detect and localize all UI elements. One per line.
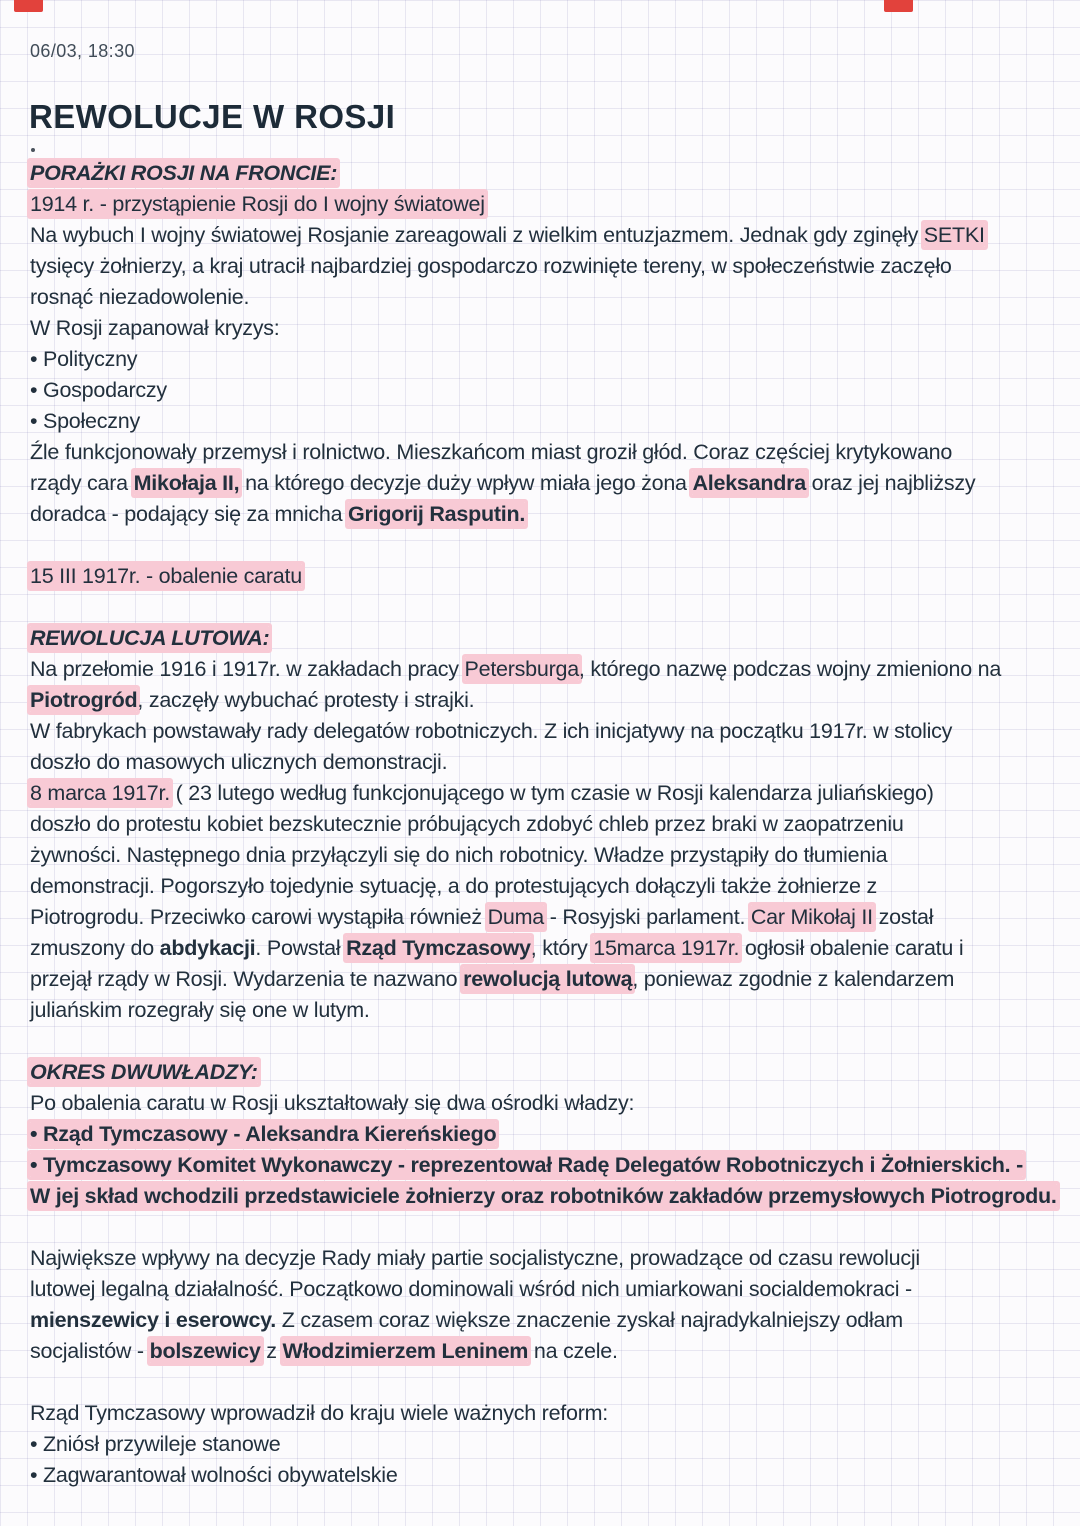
- note-timestamp: 06/03, 18:30: [30, 41, 135, 61]
- text-span: Z czasem coraz większe znaczenie zyskał najradykalniejszy odłam: [276, 1308, 903, 1332]
- text-span: , poniewaz zgodnie z kalendarzem: [632, 967, 955, 991]
- text-span: z: [260, 1339, 283, 1363]
- text-line: [30, 344, 1070, 375]
- text-line: [30, 778, 1070, 809]
- text-line: [30, 716, 1070, 747]
- text-span: Największe wpływy na decyzje Rady miały partie socjalistyczne, prowadzące od czasu rewolucji: [30, 1246, 920, 1270]
- text-span: na czele.: [528, 1339, 618, 1363]
- highlighted-text: Mikołaja II,: [133, 471, 240, 495]
- text-line: [30, 561, 1070, 592]
- red-corner-mark-right: [884, 0, 913, 12]
- highlighted-text: Włodzimierzem Leninem: [282, 1339, 529, 1363]
- highlighted-text: Piotrogród: [30, 688, 138, 712]
- text-line: [30, 313, 1070, 344]
- highlighted-text: bolszewicy: [149, 1339, 261, 1363]
- text-span: rządy cara: [30, 471, 134, 495]
- highlighted-text: Car Mikołaj II: [750, 905, 873, 929]
- text-span: zmuszony do: [30, 936, 160, 960]
- text-span: socjalistów -: [30, 1339, 150, 1363]
- text-span: , zaczęły wybuchać protesty i strajki.: [137, 688, 475, 712]
- text-line: [30, 871, 1070, 902]
- text-line: [30, 220, 1070, 251]
- text-span: Po obalenia caratu w Rosji ukształtowały się dwa ośrodki władzy:: [30, 1091, 635, 1115]
- highlighted-text: OKRES DWUWŁADZY:: [30, 1060, 258, 1084]
- spacer-line: [30, 1026, 1070, 1057]
- text-span: rosnąć niezadowolenie.: [30, 285, 250, 309]
- text-span: mienszewicy i eserowcy.: [30, 1308, 277, 1332]
- text-line: [30, 1243, 1070, 1274]
- text-line: [30, 1181, 1070, 1212]
- text-line: [30, 1088, 1070, 1119]
- text-span: lutowej legalną działalność. Początkowo dominowali wśród nich umiarkowani socialdemokraci -: [30, 1277, 912, 1301]
- spacer-line: [30, 530, 1070, 561]
- text-line: [30, 1150, 1070, 1181]
- text-span: • Zniósł przywileje stanowe: [30, 1432, 281, 1456]
- text-span: przejął rządy w Rosji. Wydarzenia te nazwano: [30, 967, 464, 991]
- text-line: [30, 1119, 1070, 1150]
- highlighted-text: 15marca 1917r.: [593, 936, 740, 960]
- text-line: [30, 902, 1070, 933]
- text-span: abdykacji: [159, 936, 256, 960]
- text-line: [30, 623, 1070, 654]
- text-span: doradca - podający się za mnicha: [30, 502, 349, 526]
- highlighted-text: • Rząd Tymczasowy - Aleksandra Kiereńskiego: [30, 1122, 497, 1146]
- page-title: REWOLUCJE W ROSJI: [29, 98, 396, 135]
- highlighted-text: Duma: [487, 905, 544, 929]
- text-span: , który: [530, 936, 594, 960]
- text-line: [30, 1305, 1070, 1336]
- text-span: Źle funkcjonowały przemysł i rolnictwo. Mieszkańcom miast groził głód. Coraz częściej krytykowano: [30, 440, 953, 464]
- text-span: demonstracji. Pogorszyło tojedynie sytuację, a do protestujących dołączyli także żołnierze z: [30, 874, 877, 898]
- text-line: [30, 406, 1070, 437]
- spacer-line: [30, 592, 1070, 623]
- text-line: [30, 964, 1070, 995]
- text-line: [30, 1460, 1070, 1491]
- spacer-line: [30, 1367, 1070, 1398]
- stray-dot-mark: [31, 148, 35, 152]
- text-span: ogłosił obalenie caratu i: [739, 936, 964, 960]
- text-span: na którego decyzje duży wpływ miała jego żona: [239, 471, 693, 495]
- text-span: został: [872, 905, 934, 929]
- text-span: Na przełomie 1916 i 1917r. w zakładach pracy: [30, 657, 465, 681]
- text-line: [30, 189, 1070, 220]
- highlighted-text: rewolucją lutową: [463, 967, 633, 991]
- spacer-line: [30, 1212, 1070, 1243]
- text-span: doszło do masowych ulicznych demonstracji.: [30, 750, 448, 774]
- text-line: [30, 933, 1070, 964]
- highlighted-text: Rząd Tymczasowy: [346, 936, 531, 960]
- text-line: [30, 375, 1070, 406]
- note-body: [30, 158, 1070, 1491]
- text-span: - Rosyjski parlament.: [543, 905, 751, 929]
- highlighted-text: 8 marca 1917r.: [30, 781, 170, 805]
- text-span: . Powstał: [255, 936, 347, 960]
- text-span: Rząd Tymczasowy wprowadził do kraju wiele ważnych reform:: [30, 1401, 609, 1425]
- text-line: [30, 685, 1070, 716]
- text-span: • Społeczny: [30, 409, 140, 433]
- text-span: ( 23 lutego według funkcjonującego w tym czasie w Rosji kalendarza juliańskiego): [169, 781, 934, 805]
- text-span: • Gospodarczy: [30, 378, 167, 402]
- highlighted-text: Aleksandra: [692, 471, 806, 495]
- text-line: [30, 499, 1070, 530]
- highlighted-text: REWOLUCJA LUTOWA:: [30, 626, 270, 650]
- highlighted-text: W jej skład wchodzili przedstawiciele żołnierzy oraz robotników zakładów przemysłowych Piotrogrodu.: [30, 1184, 1057, 1208]
- text-line: [30, 1398, 1070, 1429]
- text-span: • Polityczny: [30, 347, 138, 371]
- highlighted-text: PORAŻKI ROSJI NA FRONCIE:: [30, 161, 338, 185]
- highlighted-text: Grigorij Rasputin.: [348, 502, 526, 526]
- text-line: [30, 251, 1070, 282]
- text-span: Piotrogrodu. Przeciwko carowi wystąpiła również: [30, 905, 488, 929]
- text-line: [30, 468, 1070, 499]
- highlighted-text: SETKI: [923, 223, 985, 247]
- highlighted-text: 15 III 1917r. - obalenie caratu: [30, 564, 302, 588]
- text-span: Na wybuch I wojny światowej Rosjanie zareagowali z wielkim entuzjazmem. Jednak gdy zginęły: [30, 223, 924, 247]
- text-line: [30, 1057, 1070, 1088]
- text-line: [30, 1336, 1070, 1367]
- text-line: [30, 437, 1070, 468]
- text-span: oraz jej najbliższy: [805, 471, 976, 495]
- text-line: [30, 809, 1070, 840]
- highlighted-text: Petersburga: [464, 657, 579, 681]
- text-line: [30, 840, 1070, 871]
- highlighted-text: • Tymczasowy Komitet Wykonawczy - reprezentował Radę Delegatów Robotniczych i Żołnierskich. -: [30, 1153, 1024, 1177]
- text-span: tysięcy żołnierzy, a kraj utracił najbardziej gospodarczo rozwinięte tereny, w społeczeństwie zaczęło: [30, 254, 952, 278]
- text-line: [30, 1274, 1070, 1305]
- text-span: • Zagwarantował wolności obywatelskie: [30, 1463, 398, 1487]
- text-line: [30, 654, 1070, 685]
- text-span: W Rosji zapanował kryzys:: [30, 316, 280, 340]
- text-span: , którego nazwę podczas wojny zmieniono na: [578, 657, 1002, 681]
- red-corner-mark-left: [14, 0, 43, 12]
- text-line: [30, 995, 1070, 1026]
- text-span: W fabrykach powstawały rady delegatów robotniczych. Z ich inicjatywy na początku 1917r. w stolicy: [30, 719, 953, 743]
- text-line: [30, 282, 1070, 313]
- text-line: [30, 158, 1070, 189]
- text-span: żywności. Następnego dnia przyłączyli się do nich robotnicy. Władze przystąpiły do tłumienia: [30, 843, 888, 867]
- highlighted-text: 1914 r. - przystąpienie Rosji do I wojny światowej: [30, 192, 485, 216]
- text-line: [30, 747, 1070, 778]
- text-line: [30, 1429, 1070, 1460]
- text-span: juliańskim rozegrały się one w lutym.: [30, 998, 370, 1022]
- text-span: doszło do protestu kobiet bezskutecznie próbujących zdobyć chleb przez braki w zaopatrzeniu: [30, 812, 904, 836]
